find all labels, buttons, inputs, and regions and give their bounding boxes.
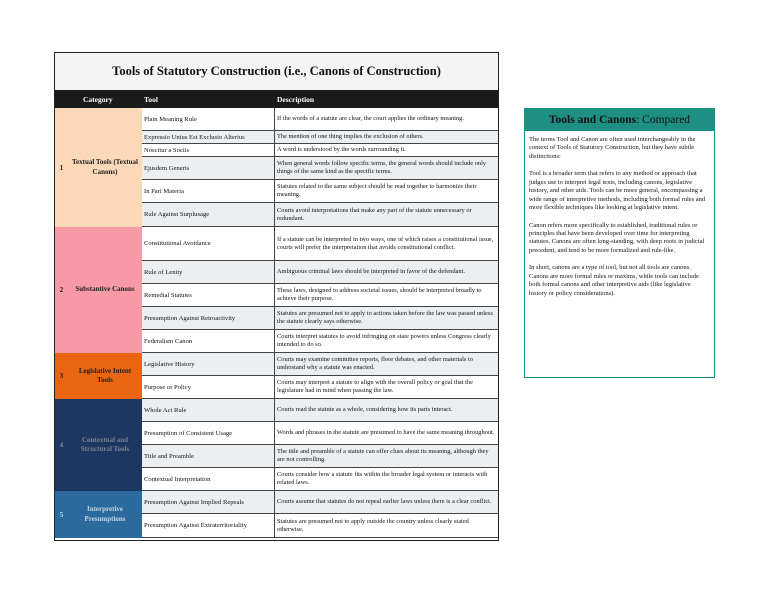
panel-paragraph: Tool is a broader term that refers to any method or approach that judges use to interpret legal texts, including canons, legislative history, and other aids. Tools can be more general, encompassing a wide range of interpretive methods, including both formal rules and more flexible techniques like looking at legislative intent.: [529, 170, 706, 212]
tool-name: Purpose or Policy: [142, 376, 275, 398]
category-number: 3: [55, 353, 68, 399]
category-number: 1: [55, 108, 68, 227]
tool-name: Title and Preamble: [142, 445, 275, 467]
header-description: Description: [277, 95, 315, 104]
table-row: [142, 445, 498, 468]
tool-name: Remedial Statutes: [142, 284, 275, 306]
tool-description: A word is understood by the words surrounding it.: [277, 146, 406, 153]
table-title: Tools of Statutory Construction (i.e., Canons of Construction): [55, 53, 498, 91]
category-name: Textual Tools (Textual Canons): [68, 108, 142, 227]
table-row: [142, 203, 498, 227]
panel-title-bold: Tools and Canons: [548, 114, 637, 126]
table-row: [142, 422, 498, 445]
category-group: [55, 353, 498, 399]
tool-description: Courts interpret statutes to avoid infringing on state powers unless Congress clearly intended to do so.: [277, 333, 491, 348]
panel-body: [525, 131, 714, 298]
table-row: [142, 261, 498, 284]
table-row: [142, 307, 498, 330]
tool-description: If a statute can be interpreted in two ways, one of which raises a constitutional issue, courts will prefer the interpretation that avoids constitutional conflict.: [277, 235, 494, 251]
table-row: [142, 157, 498, 180]
tool-name: Noscitur a Sociis: [142, 144, 275, 156]
tool-name: Presumption Against Implied Repeals: [142, 491, 275, 513]
tool-description: The title and preamble of a statute can offer clues about its meaning, although they are not controlling.: [277, 448, 489, 463]
canons-table: [54, 52, 499, 541]
table-row: [142, 491, 498, 514]
table-row: [142, 284, 498, 307]
header-category: Category: [83, 95, 113, 104]
tool-name: Contextual Interpretation: [142, 468, 275, 490]
table-row: [142, 108, 498, 131]
category-number: 5: [55, 491, 68, 538]
table-row: [142, 376, 498, 399]
table-body: [55, 108, 498, 540]
tool-description: Courts read the statute as a whole, considering how its parts interact.: [277, 406, 453, 413]
tool-description: Courts assume that statutes do not repeal earlier laws unless there is a clear conflict.: [277, 498, 492, 505]
tool-description: When general words follow specific terms, the general words should include only things of the same kind as the specific terms.: [277, 160, 487, 175]
category-name: Legislative Intent Tools: [68, 353, 142, 399]
tool-description: Words and phrases in the statute are presumed to have the same meaning throughout.: [277, 429, 495, 436]
table-row: [142, 468, 498, 491]
tool-description: Statutes are presumed not to apply outside the country unless clearly stated otherwise.: [277, 517, 469, 533]
category-number: 2: [55, 227, 68, 353]
category-group: [55, 491, 498, 538]
tool-description: The mention of one thing implies the exclusion of others.: [277, 133, 424, 140]
panel-paragraph: The terms Tool and Canon are often used interchangeably in the context of Tools of Statutory Construction, but they have subtle distinctions:: [529, 136, 696, 160]
tool-name: Constitutional Avoidance: [142, 227, 275, 260]
tool-description: Courts consider how a statute fits within the broader legal system or interacts with related laws.: [277, 471, 488, 486]
category-name: Interpretive Presumptions: [68, 491, 142, 538]
panel-title-rest: : Compared: [636, 114, 691, 126]
tool-description: These laws, designed to address societal issues, should be interpreted broadly to achieve their purpose.: [277, 287, 482, 302]
tool-description: Courts may examine committee reports, floor debates, and other materials to understand why a statute was enacted.: [277, 356, 473, 371]
tool-name: Ejusdem Generis: [142, 157, 275, 179]
category-number: 4: [55, 399, 68, 491]
tool-name: Plain Meaning Rule: [142, 108, 275, 130]
tool-name: Rule of Lenity: [142, 261, 275, 283]
table-row: [142, 353, 498, 376]
tool-description: Statutes related to the same subject should be read together to harmonize their meaning.: [277, 183, 477, 198]
category-group: [55, 399, 498, 491]
table-header-row: [55, 90, 498, 108]
tool-name: Legislative History: [142, 353, 275, 375]
tool-description: If the words of a statute are clear, the court applies the ordinary meaning.: [277, 115, 464, 122]
tool-description: Courts avoid interpretations that make any part of the statute unnecessary or redundant.: [277, 206, 472, 222]
tool-name: Presumption Against Extraterritoriality: [142, 514, 275, 537]
tool-name: In Pari Materia: [142, 180, 275, 202]
tool-name: Federalism Canon: [142, 330, 275, 352]
table-row: [142, 227, 498, 261]
table-row: [142, 180, 498, 203]
tool-description: Statutes are presumed not to apply to actions taken before the law was passed unless the statute clearly says otherwise.: [277, 310, 493, 325]
category-name: Substantive Canons: [68, 227, 142, 353]
tool-description: Ambiguous criminal laws should be interpreted in favor of the defendant.: [277, 268, 465, 275]
table-row: [142, 330, 498, 353]
header-tool: Tool: [144, 95, 158, 104]
tool-name: Rule Against Surplusage: [142, 203, 275, 226]
category-name: Contextual and Structural Tools: [68, 399, 142, 491]
tool-name: Whole Act Rule: [142, 399, 275, 421]
panel-paragraph: Canon refers more specifically to established, traditional rules or principles that have been developed over time for interpreting statutes. Canons are often long-standing, with deep roots in judicial precedent, and tend to be more formalized and rule-like.: [529, 221, 705, 254]
panel-paragraph: In short, canons are a type of tool, but not all tools are canons. Canons are more formal rules or maxims, while tools can include both formal canons and other interpretive aids (like legislative history or policy considerations).: [529, 264, 699, 297]
panel-title: [525, 109, 714, 131]
tool-name: Presumption Against Retroactivity: [142, 307, 275, 329]
table-row: [142, 131, 498, 144]
table-row: [142, 399, 498, 422]
tool-name: Presumption of Consistent Usage: [142, 422, 275, 444]
tool-description: Courts may interpret a statute to align with the overall policy or goal that the legislature had in mind when passing the law.: [277, 379, 473, 394]
tool-name: Expressio Unius Est Exclusio Alterius: [142, 131, 275, 143]
table-row: [142, 514, 498, 538]
category-group: [55, 108, 498, 227]
tools-vs-canons-panel: [524, 108, 715, 378]
category-group: [55, 227, 498, 353]
table-row: [142, 144, 498, 157]
